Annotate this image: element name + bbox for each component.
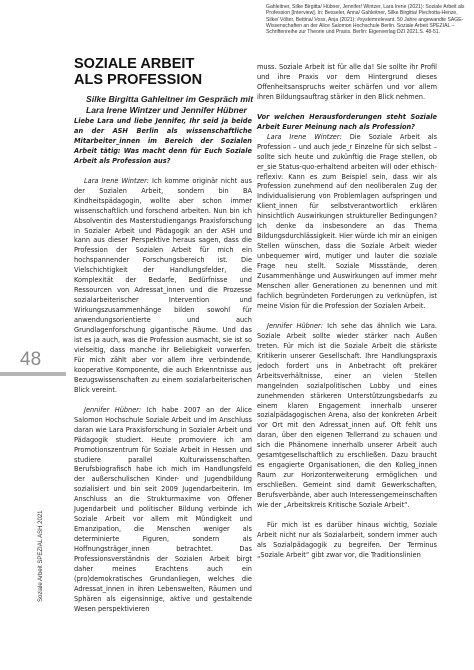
answer-huebner-3: Für mich ist es darüber hinaus wichtig, Soziale Arbeit nicht nur als Sozialarbeit, sondern immer auch als Sozialpädagogik zu begreifen. Der Terminus „Soziale Arbeit“ gibt zwar vor, die Traditionslinien [257,520,437,559]
title-line-2: ALS PROFESSION [74,72,203,88]
vertical-footer: Soziale Arbeit SPEZIAL ASH 2021 [38,510,44,602]
question-2: Vor welchen Herausforderungen steht Soziale Arbeit Eurer Meinung nach als Profession? [257,112,437,131]
answer-continuation: muss. Soziale Arbeit ist für alle da! Sie sollte ihr Profil und ihre Praxis vor dem Hintergrund dieses Offenheitsanspruchs weiter schärfen und vor allem ihren Bildungsauftrag stärker in den Blick nehmen. [257,63,437,101]
answer-text: Die Soziale Arbeit als Profession – und auch jede_r Einzelne für sich selbst – sollte sich heute und zukünftig die Frage stellen, ob er_sie Status-quo-erhaltend arbeiten will oder ethisch-reflexiv: Kann es zum Beispiel sein, dass wir als Profession zunehmend auf den neoliberalen Zug der Individualisierung von Problemlagen aufspringen und Klient_innen für selbstverantwortlich erklären hinsichtlich Auswirkungen struktureller Bedingungen? Ich denke da insbesondere an das Thema Bildungsdurchlässigkeit. Hier würde ich mir an einigen Stellen wünschen, dass die Soziale Arbeit wieder unbequemer wird, mutiger und lauter die soziale Frage neu stellt. Soziale Missstände, deren Zusammenhänge und Auswirkungen auf immer mehr Menschen aller Generationen zu benennen und mit fachlich begründeten Forderungen zu verknüpfen, ist meine Vision für die Profession der Sozialen Arbeit. [257,132,438,310]
article-subtitle: Silke Birgitta Gahleitner im Gespräch mit Lara Irene Wintzer und Jennifer Hübner [86,94,254,116]
answer-text: Ich sehe das ähnlich wie Lara. Soziale Arbeit sollte wieder stärker nach Außen treten. Für mich ist die Soziale Arbeit die stärkste Kritikerin unserer Gesellschaft. Ihre Handlungspraxis jedoch fordert uns in Anbetracht oft prekärer Arbeitsverhältnisse, einer an vielen Stellen mangelnden sozialpolitischen Lobby und eines zunehmenden stärkeren Unterstützungsbedarfs zu einem klaren Engagement innerhalb unserer sozialpädagogischen Arena, also der konkreten Arbeit vor Ort mit den Adressat_innen auf. Oft fehlt uns daran, über den eigenen Tellerrand zu schauen und sich die Phänomene innerhalb unserer Arbeit auch gesamtgesellschaftlich zu erschließen. Dazu braucht es engagierte Organisationen, die den Kolleg_innen Raum zur Horizonterweiterung ermöglichen und erschließen. Gemeint sind damit Gewerkschaften, Berufsverbände, aber auch Interessengemeinschaften wie der „Arbeitskreis Kritische Soziale Arbeit“. [257,321,437,510]
answer-wintzer-2 [257,133,437,312]
right-column [257,63,437,561]
speaker-wintzer: Lara Irene Wintzer: [267,132,342,141]
title-line-1: SOZIALE ARBEIT [74,56,195,72]
question-1: Liebe Lara und liebe Jennifer, Ihr seid ja beide an der ASH Berlin als wissenschaftliche Mitarbeiter_innen im Bereich der Sozialen Arbeit tätig: Was macht denn für Euch Soziale Arbeit als Profession aus? [74,117,252,165]
article-header [74,56,254,117]
speaker-huebner: Jennifer Hübner: [267,321,323,330]
article-title [74,56,254,88]
answer-text: Ich habe 2007 an der Alice Salomon Hochschule Soziale Arbeit und im Anschluss daran wie Lara Praxisforschung in Sozialer Arbeit und Pädagogik studiert. Heute promoviere ich am Promotionszentrum für Soziale Arbeit in Hessen und studiere parallel Kulturwissenschaften. Berufsbiografisch habe ich mich im Handlungsfeld der außerschulischen Kinder- und Jugendbildung sozialisiert und bin seit 2009 Jugendarbeiterin. Im Anschluss an die Strukturmaxime von Offener Jugendarbeit und politischer Bildung verbinde ich Soziale Arbeit vor allem mit Mündigkeit und Emanzipation, die Menschen weniger als determinierte Figuren, sondern als Hoffnungsträger_innen betrachtet. Das Professionsverständnis der Sozialen Arbeit birgt daher meines Erachtens auch ein (pro)demokratisches Grundanliegen, welches die Adressat_innen in ihren Lebenswelten, Räumen und Sphären als eigensinnige, aktive und gestaltende Wesen perspektivieren [74,405,252,613]
answer-huebner-1 [74,406,252,615]
speaker-wintzer: Lara Irene Wintzer: [84,176,150,185]
answer-text: Ich komme originär nicht aus der Sozialen Arbeit, sondern bin BA Kindheitspädagogin, wollte aber schon immer wissenschaftlich und forschend arbeiten. Nun bin ich Absolventin des Masterstudiengangs Praxisforschung in Sozialer Arbeit und Pädagogik an der ASH und kann aus dieser Perspektive heraus sagen, dass die Profession der Sozialen Arbeit für mich ein hochspannender Forschungsbereich ist. Die Vielschichtigkeit der Handlungsfelder, die Komplexität der Bedarfe, Bedürfnisse und Ressourcen von Adressat_innen und die Prozesse sozialarbeiterischer Intervention und Wirkungszusammenhänge bilden sowohl für anwendungsorientierte und auch Grundlagenforschung gigantische Räume. Und das ist es ja auch, was die Profession ausmacht, sie ist so vielseitig, dass manche ihr Beliebigkeit vorwerfen. Für mich zählt aber vor allem ihre verbindende, kooperative Komponente, die auch Erkenntnisse aus Bezugswissenschaften zu einem sozialarbeiterischen Blick vereint. [74,176,252,394]
citation-block: Gahleitner, Silke Birgitta/ Hübner, Jennifer/ Wintzer, Lara Irene (2021): Soziale Arbeit als Profession [Interview]. In: Besseler, Anna/ Gahleitner, Silke Birgitta/ Piechotta-Henze, Silke/ Völter, Bettina/ Voss, Anja (2021): #systemrelevant. 50 Jahre angewandte SAGE-Wissenschaften an der Alice Salomon Hochschule Berlin. Soziale Arbeit SPEZIAL – Schriftenreihe zur Theorie und Praxis. Berlin: Eigenverlag DZI 2021.S. 48-51. [266,4,465,36]
speaker-huebner: Jennifer Hübner: [84,405,142,414]
answer-huebner-2 [257,322,437,511]
page-number: 48 [20,349,42,370]
page-number-rule [0,372,66,376]
answer-wintzer-1 [74,177,252,396]
left-column [74,117,252,615]
